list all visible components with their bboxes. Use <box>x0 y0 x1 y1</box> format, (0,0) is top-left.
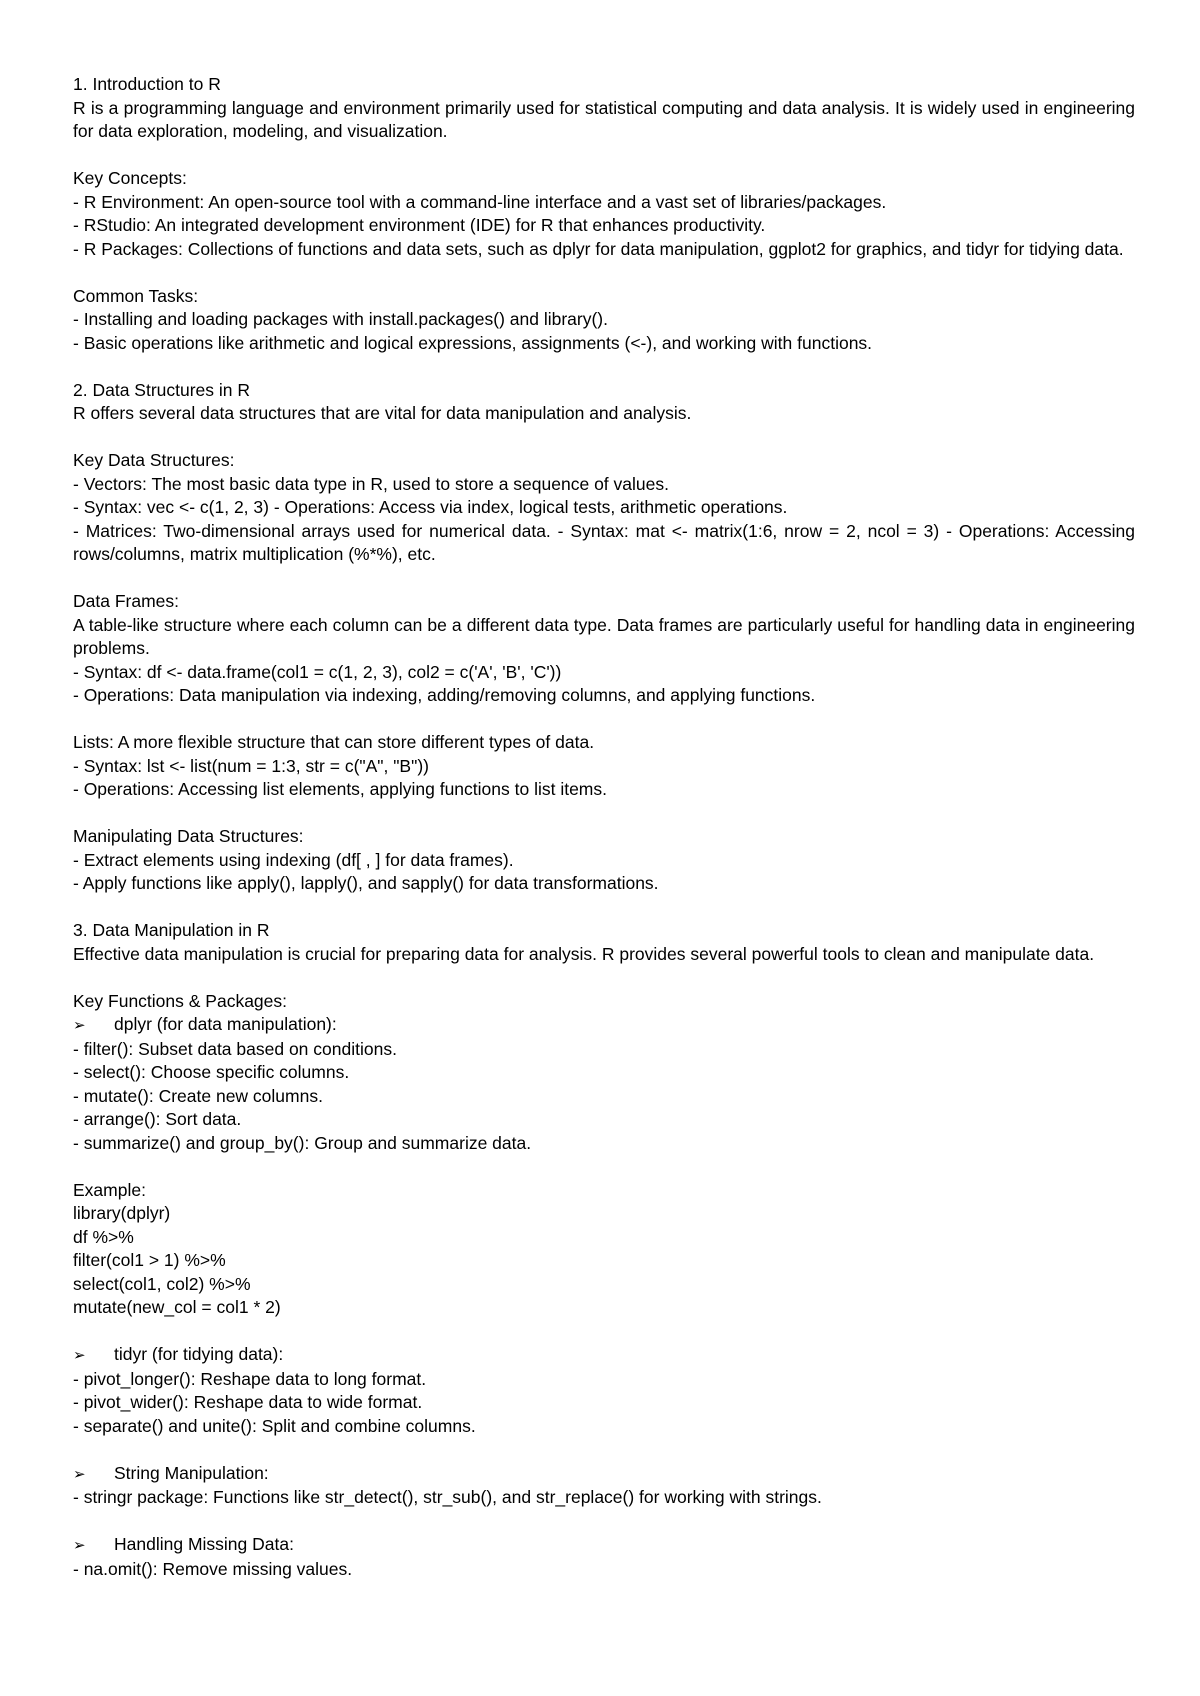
missing-bullet <box>73 1533 1135 1558</box>
data-frames-heading: Data Frames: <box>73 591 179 611</box>
spacer <box>73 802 1135 826</box>
spacer <box>73 1438 1135 1462</box>
key-data-structures-heading: Key Data Structures: <box>73 450 235 470</box>
lists-description: Lists: A more flexible structure that can store different types of data. <box>73 732 595 752</box>
string-title: String Manipulation: <box>114 1462 269 1483</box>
common-task-item: - Installing and loading packages with install.packages() and library(). <box>73 309 608 329</box>
spacer <box>73 708 1135 732</box>
section-2-heading: 2. Data Structures in R <box>73 379 251 400</box>
missing-title: Handling Missing Data: <box>114 1534 294 1554</box>
dplyr-item: - select(): Choose specific columns. <box>73 1062 350 1082</box>
spacer <box>73 1510 1135 1534</box>
data-frames-description: A table-like structure where each column can be a different data type. Data frames are particularly useful for handling data in engineering problems. <box>73 614 1135 658</box>
code-line: library(dplyr) <box>73 1203 171 1223</box>
data-structure-item: - Vectors: The most basic data type in R, used to store a sequence of values. <box>73 473 669 494</box>
data-frames-item: - Syntax: df <- data.frame(col1 = c(1, 2, 3), col2 = c('A', 'B', 'C')) <box>73 661 562 682</box>
key-functions-heading: Key Functions & Packages: <box>73 990 287 1011</box>
code-line: mutate(new_col = col1 * 2) <box>73 1297 281 1317</box>
tidyr-item: - separate() and unite(): Split and combine columns. <box>73 1415 476 1436</box>
key-concept-item: - RStudio: An integrated development environment (IDE) for R that enhances productivity. <box>73 215 766 235</box>
manipulating-structures-heading: Manipulating Data Structures: <box>73 826 304 846</box>
section-1-heading: 1. Introduction to R <box>73 74 221 94</box>
string-bullet <box>73 1462 1135 1487</box>
section-2-intro: R offers several data structures that are vital for data manipulation and analysis. <box>73 403 692 423</box>
arrow-bullet-icon: ➢ <box>73 1016 86 1034</box>
tidyr-item: - pivot_wider(): Reshape data to wide format. <box>73 1392 423 1412</box>
spacer <box>73 261 1135 285</box>
data-structure-item: - Matrices: Two-dimensional arrays used for numerical data. - Syntax: mat <- matrix(1:6, nrow = 2, ncol = 3) - Operations: Accessing rows/columns, matrix multiplication (%*%), etc. <box>73 520 1135 564</box>
tidyr-item: - pivot_longer(): Reshape data to long format. <box>73 1368 427 1389</box>
dplyr-item: - summarize() and group_by(): Group and summarize data. <box>73 1132 532 1153</box>
lists-item: - Operations: Accessing list elements, applying functions to list items. <box>73 779 607 799</box>
section-1-intro: R is a programming language and environment primarily used for statistical computing and data analysis. It is widely used in engineering for data exploration, modeling, and visualization. <box>73 97 1135 141</box>
string-item: - stringr package: Functions like str_detect(), str_sub(), and str_replace() for working with strings. <box>73 1487 822 1507</box>
key-concepts-heading: Key Concepts: <box>73 168 187 188</box>
arrow-bullet-icon: ➢ <box>73 1346 86 1364</box>
spacer <box>73 355 1135 379</box>
spacer <box>73 1320 1135 1344</box>
spacer <box>73 426 1135 450</box>
key-concept-item: - R Environment: An open-source tool with a command-line interface and a vast set of libraries/packages. <box>73 191 887 212</box>
common-tasks-heading: Common Tasks: <box>73 285 199 306</box>
dplyr-item: - arrange(): Sort data. <box>73 1109 242 1129</box>
tidyr-bullet <box>73 1343 1135 1368</box>
arrow-bullet-icon: ➢ <box>73 1536 86 1554</box>
dplyr-item: - mutate(): Create new columns. <box>73 1085 323 1106</box>
spacer <box>73 1155 1135 1179</box>
common-task-item: - Basic operations like arithmetic and logical expressions, assignments (<-), and working with functions. <box>73 332 873 353</box>
arrow-bullet-icon: ➢ <box>73 1464 86 1483</box>
missing-item: - na.omit(): Remove missing values. <box>73 1558 353 1579</box>
document-page <box>73 73 1135 1581</box>
code-line: filter(col1 > 1) %>% <box>73 1250 226 1270</box>
key-concept-item: - R Packages: Collections of functions and data sets, such as dplyr for data manipulation, ggplot2 for graphics, and tidyr for tidying data. <box>73 238 1124 259</box>
dplyr-item: - filter(): Subset data based on conditions. <box>73 1038 397 1059</box>
example-heading: Example: <box>73 1179 146 1200</box>
section-3-heading: 3. Data Manipulation in R <box>73 920 270 940</box>
spacer <box>73 567 1135 591</box>
manipulating-item: - Apply functions like apply(), lapply(), and sapply() for data transformations. <box>73 873 659 893</box>
lists-item: - Syntax: lst <- list(num = 1:3, str = c("A", "B")) <box>73 755 429 776</box>
spacer <box>73 144 1135 168</box>
code-line: df %>% <box>73 1226 134 1247</box>
manipulating-item: - Extract elements using indexing (df[ , ] for data frames). <box>73 849 514 870</box>
dplyr-title: dplyr (for data manipulation): <box>114 1014 337 1034</box>
data-frames-item: - Operations: Data manipulation via indexing, adding/removing columns, and applying functions. <box>73 685 816 705</box>
data-structure-item: - Syntax: vec <- c(1, 2, 3) - Operations: Access via index, logical tests, arithmetic operations. <box>73 497 788 517</box>
dplyr-bullet <box>73 1013 1135 1038</box>
section-3-intro: Effective data manipulation is crucial for preparing data for analysis. R provides several powerful tools to clean and manipulate data. <box>73 943 1095 964</box>
code-line: select(col1, col2) %>% <box>73 1273 251 1294</box>
spacer <box>73 966 1135 990</box>
spacer <box>73 896 1135 920</box>
tidyr-title: tidyr (for tidying data): <box>114 1344 284 1364</box>
